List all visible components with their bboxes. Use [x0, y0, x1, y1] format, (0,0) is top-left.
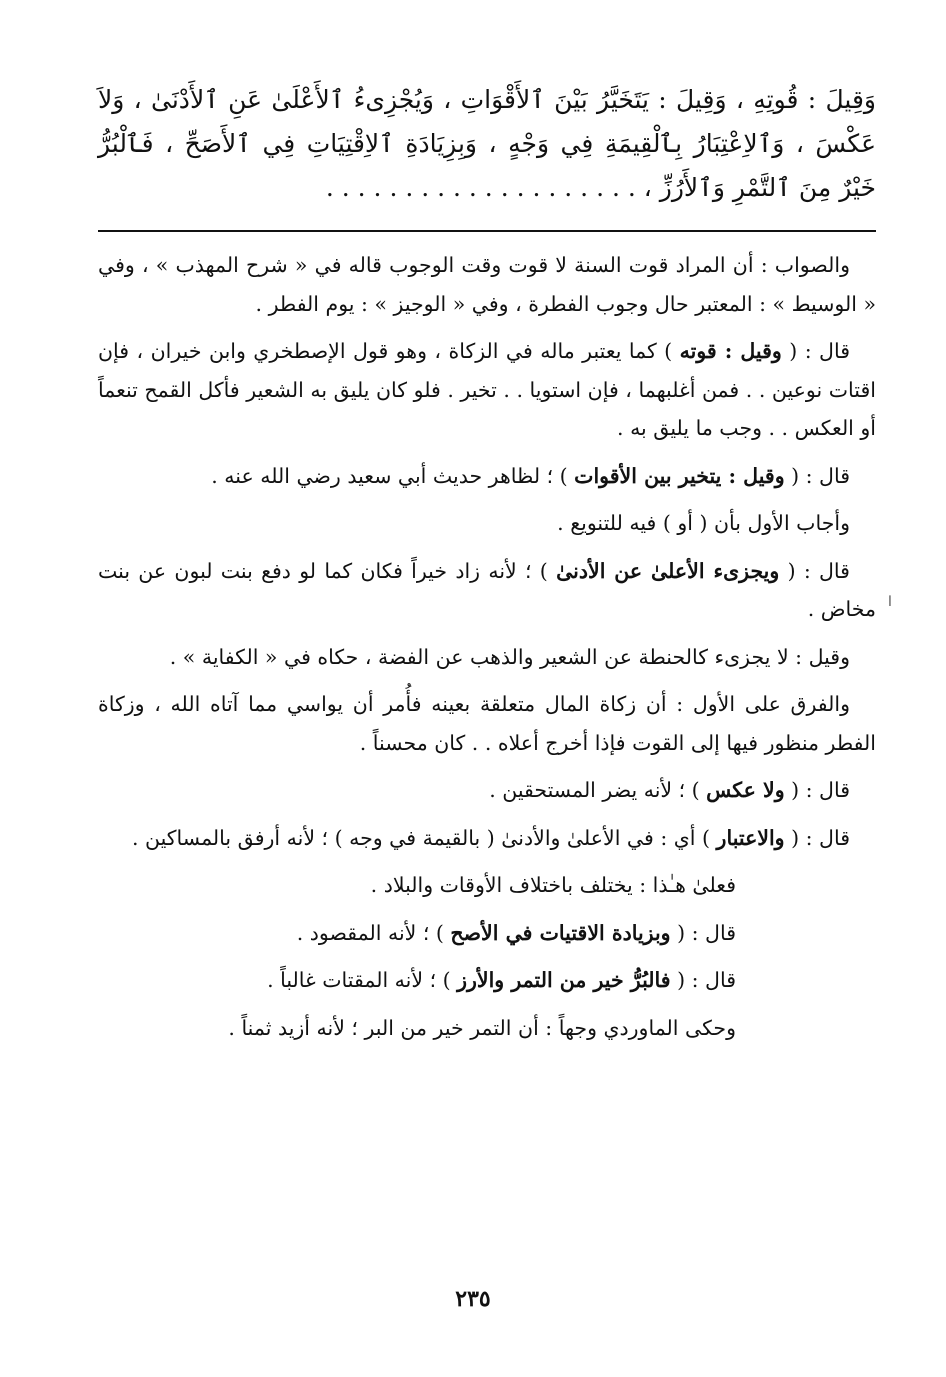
commentary-paragraph: قال : ( وبزيادة الاقتيات في الأصح ) ؛ لأنه المقصود . — [296, 920, 736, 945]
margin-mark: ا — [888, 594, 892, 610]
commentary-paragraph: وحكى الماوردي وجهاً : أن التمر خير من البر ؛ لأنه أزيد ثمناً . — [228, 1015, 736, 1040]
commentary-paragraph: قال : ( ولا عكس ) ؛ لأنه يضر المستحقين . — [489, 778, 850, 802]
matn-text: وَقِيلَ : قُوتِهِ ، وَقِيلَ : يَتَخَيَّرُ بَيْنَ ٱلأَقْوَاتِ ، وَيُجْزِىءُ ٱلأَعْلَىٰ عَنِ ٱلأَدْنَىٰ ، وَلاَ عَكْسَ ، وَٱلاِعْتِبَارُ بِٱلْقِيمَةِ فِي وَجْهٍ ، وَبِزِيَادَةِ ٱلاِقْتِيَاتِ فِي ٱلأَصَحِّ ، فَٱلْبُرُّ خَيْرٌ مِنَ ٱلتَّمْرِ وَٱلأَرُزِّ ، . . . . . . . . . . . . . . . . . . . . — [98, 85, 876, 202]
commentary-paragraph: وأجاب الأول بأن ( أو ) فيه للتنويع . — [557, 511, 850, 535]
commentary-paragraph: قال : ( وقيل : يتخير بين الأقوات ) ؛ لظاهر حديث أبي سعيد رضي الله عنه . — [211, 463, 850, 488]
footnote-divider — [98, 230, 876, 232]
page-number: ٢٣٥ — [455, 1286, 491, 1312]
commentary-paragraph: قال : ( فالبُرُّ خير من التمر والأرز ) ؛ لأنه المقتات غالباً . — [267, 968, 736, 992]
commentary — [98, 246, 876, 1047]
commentary-paragraph: فعلىٰ هـٰذا : يختلف باختلاف الأوقات والبلاد . — [370, 873, 736, 897]
commentary-paragraph: قال : ( والاعتبار ) أي : في الأعلىٰ والأدنىٰ ( بالقيمة في وجه ) ؛ لأنه أرفق بالمساكين . — [131, 825, 850, 850]
commentary-paragraph: وقيل : لا يجزىء كالحنطة عن الشعير والذهب عن الفضة ، حكاه في « الكفاية » . — [169, 644, 850, 669]
commentary-paragraph: والصواب : أن المراد قوت السنة لا قوت وقت الوجوب قاله في « شرح المهذب » ، وفي « الوسيط » : المعتبر حال وجوب الفطرة ، وفي « الوجيز » : يوم الفطر . — [98, 253, 876, 316]
page-body — [98, 78, 876, 1056]
commentary-paragraph: قال : ( ويجزىء الأعلىٰ عن الأدنىٰ ) ؛ لأنه زاد خيراً فكان كما لو دفع بنت لبون عن بنت مخاض . — [98, 558, 876, 621]
commentary-paragraph: قال : ( وقيل : قوته ) كما يعتبر ماله في الزكاة ، وهو قول الإصطخري وابن خيران ، فإن اقتات نوعين . . فمن أغلبهما ، فإن استويا . . تخير . فلو كان يليق به الشعير فأكل القمح تنعماً أو العكس . . وجب ما يليق به . — [98, 339, 876, 440]
commentary-paragraph: والفرق على الأول : أن زكاة المال متعلقة بعينه فأُمر أن يواسي مما آتاه الله ، وزكاة الفطر منظور فيها إلى القوت فإذا أخرج أعلاه . . كان محسناً . — [98, 692, 876, 755]
